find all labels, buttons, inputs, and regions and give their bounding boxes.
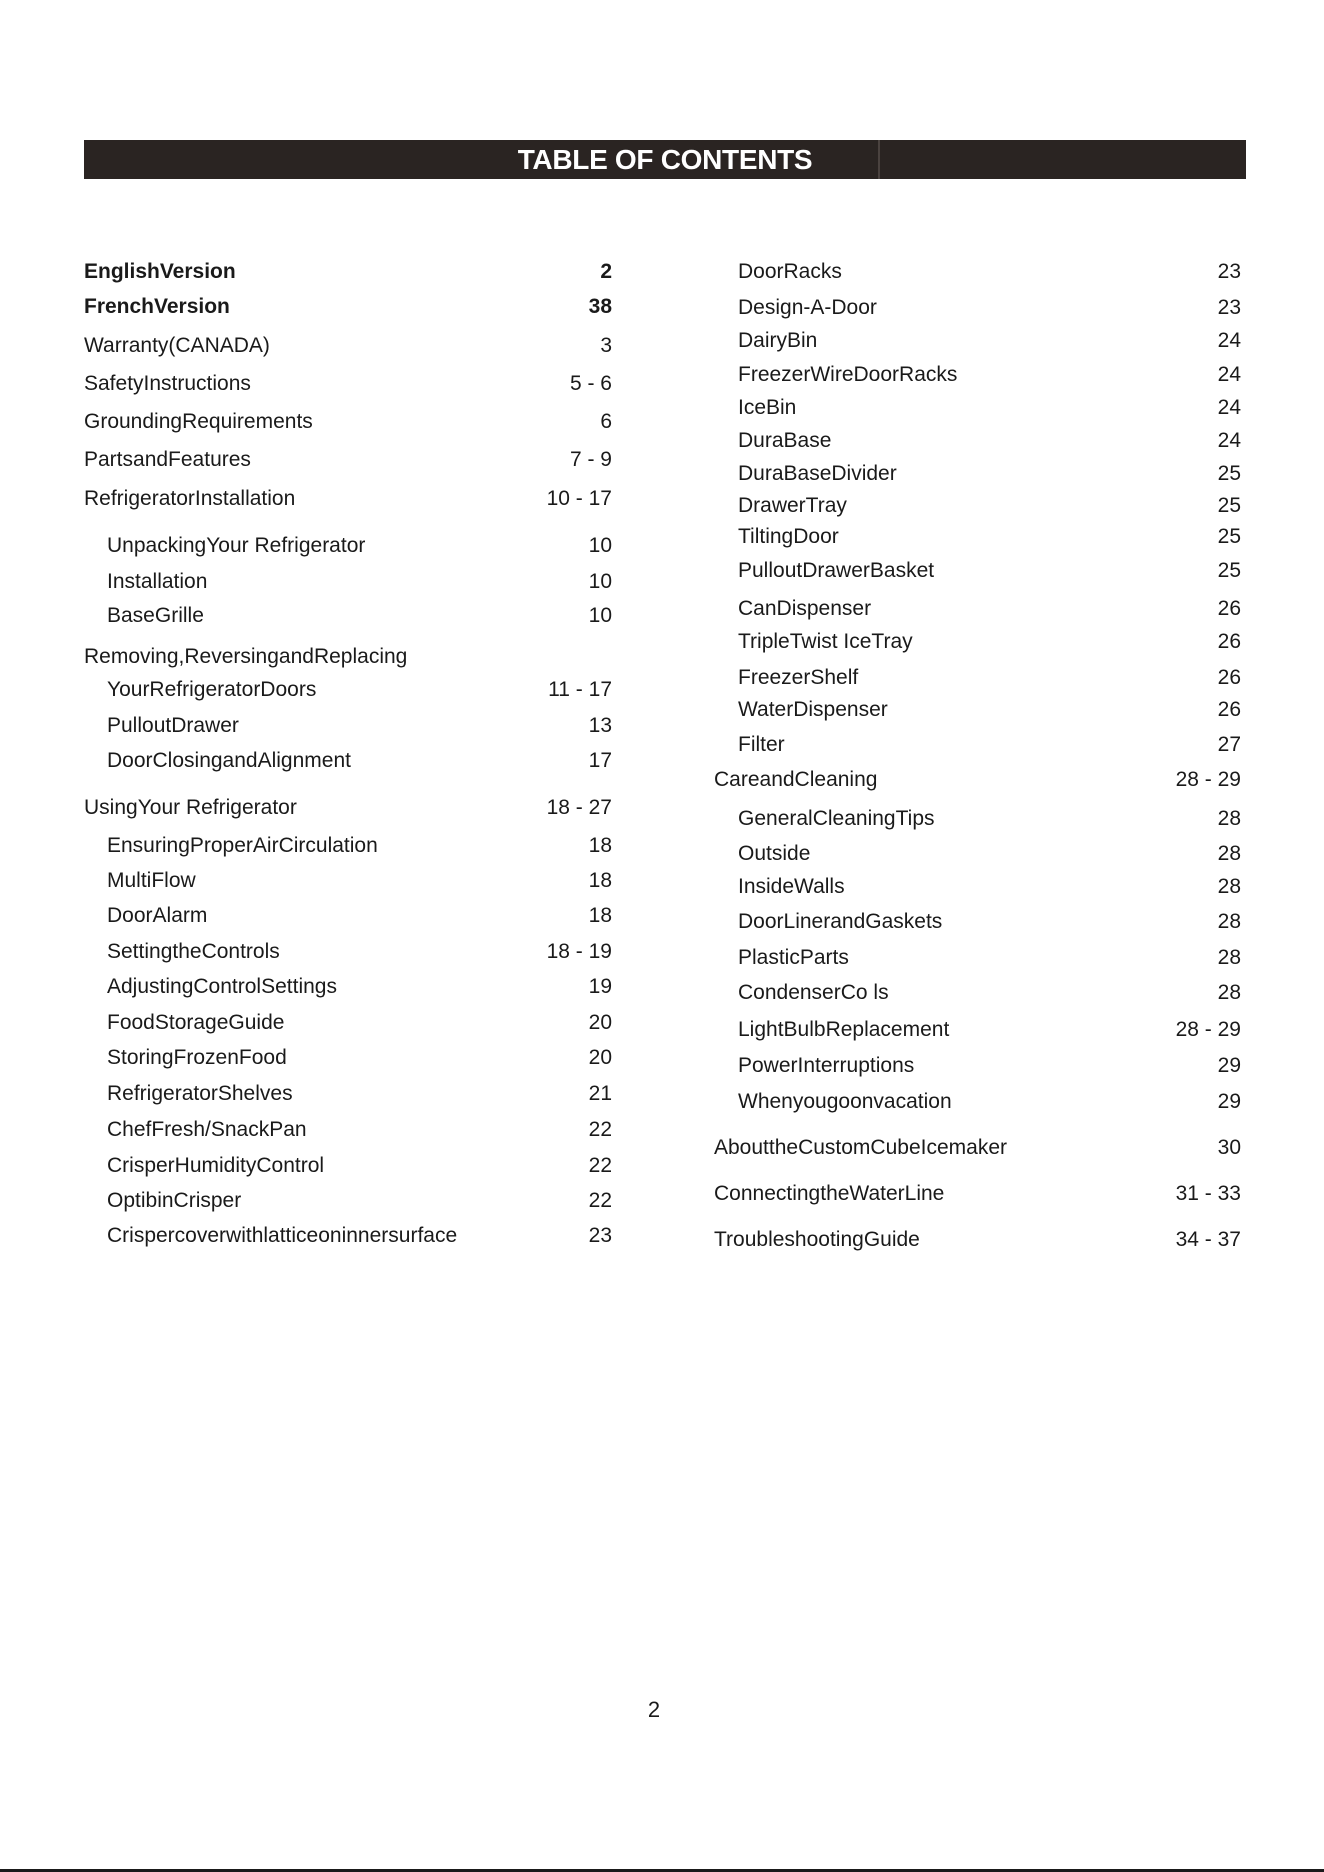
toc-entry — [0, 627, 1324, 657]
toc-entry-label: RefrigeratorShelves — [107, 1082, 293, 1105]
toc-entry-label: TroubleshootingGuide — [714, 1228, 920, 1251]
toc-entry — [0, 1087, 1324, 1117]
toc-entry-label: DoorLinerandGaskets — [738, 910, 943, 933]
toc-entry-page: 26 — [1217, 698, 1241, 721]
toc-entry-page: 38 — [588, 295, 612, 318]
toc-entry-page: 11 - 17 — [548, 678, 612, 701]
toc-entry-page: 23 — [1217, 260, 1241, 283]
toc-entry — [0, 695, 1324, 725]
toc-entry-label: Removing,ReversingandReplacing — [84, 645, 408, 668]
toc-entry-label: Whenyougoonvacation — [738, 1090, 952, 1113]
toc-entry-label: CanDispenser — [738, 597, 872, 620]
toc-entry-page: 7 - 9 — [569, 448, 612, 471]
toc-entry-page: 28 — [1217, 981, 1241, 1004]
toc-entry-label: UnpackingYour Refrigerator — [107, 534, 366, 557]
toc-entry-page: 18 — [588, 834, 612, 857]
toc-entry-page: 24 — [1217, 396, 1241, 419]
toc-entry-page: 20 — [588, 1011, 612, 1034]
toc-entry-label: SafetyInstructions — [84, 372, 251, 395]
toc-entry — [0, 360, 1324, 390]
toc-entry-label: FreezerShelf — [738, 666, 859, 689]
toc-entry-label: FrenchVersion — [84, 295, 230, 318]
toc-entry-label: DoorClosingandAlignment — [107, 749, 351, 772]
toc-entry — [0, 522, 1324, 552]
toc-entry-label: YourRefrigeratorDoors — [107, 678, 317, 701]
toc-entry-page: 25 — [1217, 494, 1241, 517]
toc-entry — [0, 257, 1324, 287]
toc-entry-label: UsingYour Refrigerator — [84, 796, 297, 819]
toc-entry-label: EnsuringProperAirCirculation — [107, 834, 378, 857]
toc-entry-page: 18 - 19 — [546, 940, 612, 963]
toc-entry-page: 13 — [588, 714, 612, 737]
toc-entry-label: DrawerTray — [738, 494, 847, 517]
toc-entry — [0, 1015, 1324, 1045]
toc-entry-page: 30 — [1217, 1136, 1241, 1159]
toc-entry-page: 18 — [588, 904, 612, 927]
toc-entry-page: 28 — [1217, 946, 1241, 969]
toc-entry-page: 19 — [588, 975, 612, 998]
toc-entry-page: 24 — [1217, 329, 1241, 352]
toc-entry-page: 6 — [600, 410, 612, 433]
toc-entry-page: 10 — [588, 604, 612, 627]
toc-entry-page: 26 — [1217, 666, 1241, 689]
toc-entry-label: RefrigeratorInstallation — [84, 487, 296, 510]
toc-entry-page: 24 — [1217, 429, 1241, 452]
toc-entry — [0, 804, 1324, 834]
toc-entry — [0, 491, 1324, 521]
toc-entry-page: 22 — [588, 1189, 612, 1212]
toc-entry — [0, 426, 1324, 456]
toc-entry — [0, 730, 1324, 760]
toc-entry — [0, 907, 1324, 937]
toc-entry-page: 22 — [588, 1154, 612, 1177]
toc-entry-page: 28 - 29 — [1175, 1018, 1241, 1041]
toc-entry-label: EnglishVersion — [84, 260, 236, 283]
toc-entry — [0, 594, 1324, 624]
toc-entry — [0, 556, 1324, 586]
toc-entry-label: PartsandFeatures — [84, 448, 251, 471]
toc-entry-label: BaseGrille — [107, 604, 204, 627]
toc-entry-label: CondenserCo ls — [738, 981, 889, 1004]
toc-entry-page: 25 — [1217, 559, 1241, 582]
toc-entry-page: 29 — [1217, 1054, 1241, 1077]
toc-entry — [0, 663, 1324, 693]
toc-entry-page: 20 — [588, 1046, 612, 1069]
toc-entry-label: WaterDispenser — [738, 698, 888, 721]
toc-entry-page: 28 - 29 — [1175, 768, 1241, 791]
toc-entry-page: 28 — [1217, 807, 1241, 830]
toc-entry-label: DoorAlarm — [107, 904, 208, 927]
toc-entry — [0, 978, 1324, 1008]
toc-entry — [0, 872, 1324, 902]
toc-entry-label: MultiFlow — [107, 869, 196, 892]
toc-entry — [0, 1051, 1324, 1081]
toc-entry — [0, 839, 1324, 869]
toc-entry — [0, 1133, 1324, 1163]
toc-entry-page: 34 - 37 — [1175, 1228, 1241, 1251]
toc-entry-page: 18 — [588, 869, 612, 892]
toc-entry-label: GroundingRequirements — [84, 410, 313, 433]
toc-entry-label: AdjustingControlSettings — [107, 975, 337, 998]
toc-entry-label: ConnectingtheWaterLine — [714, 1182, 945, 1205]
toc-entry-page: 25 — [1217, 525, 1241, 548]
toc-entry-label: CrisperHumidityControl — [107, 1154, 325, 1177]
toc-entry-label: IceBin — [738, 396, 797, 419]
toc-entry-page: 28 — [1217, 910, 1241, 933]
page-title: TABLE OF CONTENTS — [517, 144, 813, 175]
toc-entry-page: 3 — [600, 334, 612, 357]
toc-entry-page: 26 — [1217, 597, 1241, 620]
toc-entry-label: TripleTwist IceTray — [738, 630, 913, 653]
toc-entry-page: 18 - 27 — [546, 796, 612, 819]
toc-entry — [0, 943, 1324, 973]
toc-entry-label: Crispercoverwithlatticeoninnersurface — [107, 1224, 458, 1247]
toc-entry-page: 26 — [1217, 630, 1241, 653]
toc-entry-label: GeneralCleaningTips — [738, 807, 935, 830]
toc-entry-label: PowerInterruptions — [738, 1054, 915, 1077]
toc-entry-page: 21 — [588, 1082, 612, 1105]
toc-entry-label: Filter — [738, 733, 785, 756]
toc-entry-page: 10 — [588, 534, 612, 557]
toc-entry-label: ChefFresh/SnackPan — [107, 1118, 307, 1141]
toc-entry-label: Outside — [738, 842, 811, 865]
toc-entry — [0, 326, 1324, 356]
toc-entry-label: DoorRacks — [738, 260, 842, 283]
toc-entry-label: DuraBaseDivider — [738, 462, 897, 485]
toc-entry-page: 23 — [588, 1224, 612, 1247]
toc-entry-page: 2 — [600, 260, 612, 283]
toc-entry-label: PulloutDrawerBasket — [738, 559, 935, 582]
toc-entry-label: PlasticParts — [738, 946, 849, 969]
toc-entry-page: 22 — [588, 1118, 612, 1141]
toc-entry-page: 31 - 33 — [1175, 1182, 1241, 1205]
toc-entry — [0, 1179, 1324, 1209]
toc-entry — [0, 1225, 1324, 1255]
toc-entry-page: 23 — [1217, 296, 1241, 319]
toc-entry-label: DairyBin — [738, 329, 818, 352]
toc-entry-page: 28 — [1217, 875, 1241, 898]
toc-entry-label: PulloutDrawer — [107, 714, 239, 737]
toc-entry-page: 27 — [1217, 733, 1241, 756]
toc-entry-label: Design-A-Door — [738, 296, 877, 319]
toc-entry-page: 24 — [1217, 363, 1241, 386]
toc-entry — [0, 459, 1324, 489]
toc-entry-page: 25 — [1217, 462, 1241, 485]
toc-entry-label: TiltingDoor — [738, 525, 839, 548]
toc-entry-label: LightBulbReplacement — [738, 1018, 950, 1041]
toc-entry-label: Warranty(CANADA) — [84, 334, 270, 357]
toc-entry-label: FreezerWireDoorRacks — [738, 363, 958, 386]
toc-entry-label: InsideWalls — [738, 875, 845, 898]
toc-entry-page: 5 - 6 — [569, 372, 612, 395]
page-number: 2 — [647, 1697, 661, 1722]
toc-entry — [0, 293, 1324, 323]
toc-entry-label: SettingtheControls — [107, 940, 280, 963]
toc-entry-label: DuraBase — [738, 429, 832, 452]
toc-entry-label: StoringFrozenFood — [107, 1046, 287, 1069]
toc-entry-label: FoodStorageGuide — [107, 1011, 285, 1034]
toc-entry-label: CareandCleaning — [714, 768, 878, 791]
toc-entry — [0, 765, 1324, 795]
toc-entry-page: 28 — [1217, 842, 1241, 865]
toc-entry-page: 29 — [1217, 1090, 1241, 1113]
toc-entry-page: 17 — [588, 749, 612, 772]
toc-entry-page: 10 — [588, 570, 612, 593]
toc-entry-label: OptibinCrisper — [107, 1189, 242, 1212]
toc-entry — [0, 393, 1324, 423]
toc-entry-label: Installation — [107, 570, 208, 593]
toc-entry-label: AbouttheCustomCubeIcemaker — [714, 1136, 1007, 1159]
toc-entry-page: 10 - 17 — [546, 487, 612, 510]
